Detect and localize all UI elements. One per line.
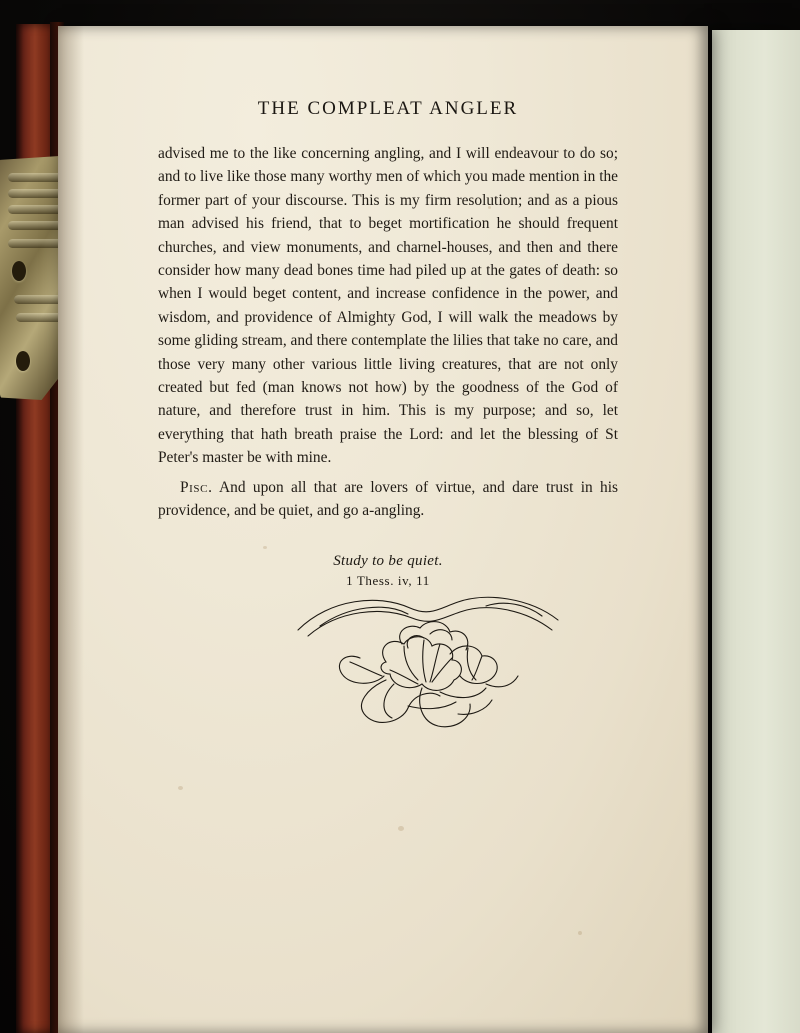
water-lily-tailpiece-ornament <box>290 588 580 733</box>
facing-page <box>712 30 800 1033</box>
colophon <box>158 553 618 589</box>
speaker-paragraph <box>158 476 618 523</box>
page-text-block <box>158 98 618 589</box>
body-paragraph: advised me to the like concerning angling, and I will endeavour to do so; and to live like those many worthy men of which you made mention in the former part of your discourse. This is my firm resolution; and as a pious man advised his friend, that to beget mortification he should frequent churches, and view monuments, and charnel-houses, and then and there consider how many dead bones time had piled up at the gates of death: so when I would beget content, and increase confidence in the power, and wisdom, and providence of Almighty God, I will walk the meadows by some gliding stream, and there contemplate the lilies that take no care, and those very many other various little living creatures, that are not only created but fed (man knows not how) by the goodness of the God of nature, and therefore trust in him. This is my purpose; and so, let everything that hath breath praise the Lord: and let the blessing of St Peter's master be with mine. <box>158 145 618 467</box>
speaker-label: Pisc. <box>180 478 213 496</box>
colophon-motto: Study to be quiet. <box>333 552 443 569</box>
colophon-citation: 1 Thess. iv, 11 <box>346 572 430 588</box>
running-head: THE COMPLEAT ANGLER <box>257 98 519 119</box>
speaker-text: And upon all that are lovers of virtue, and dare trust in his providence, and be quiet, and go a-angling. <box>158 478 618 520</box>
